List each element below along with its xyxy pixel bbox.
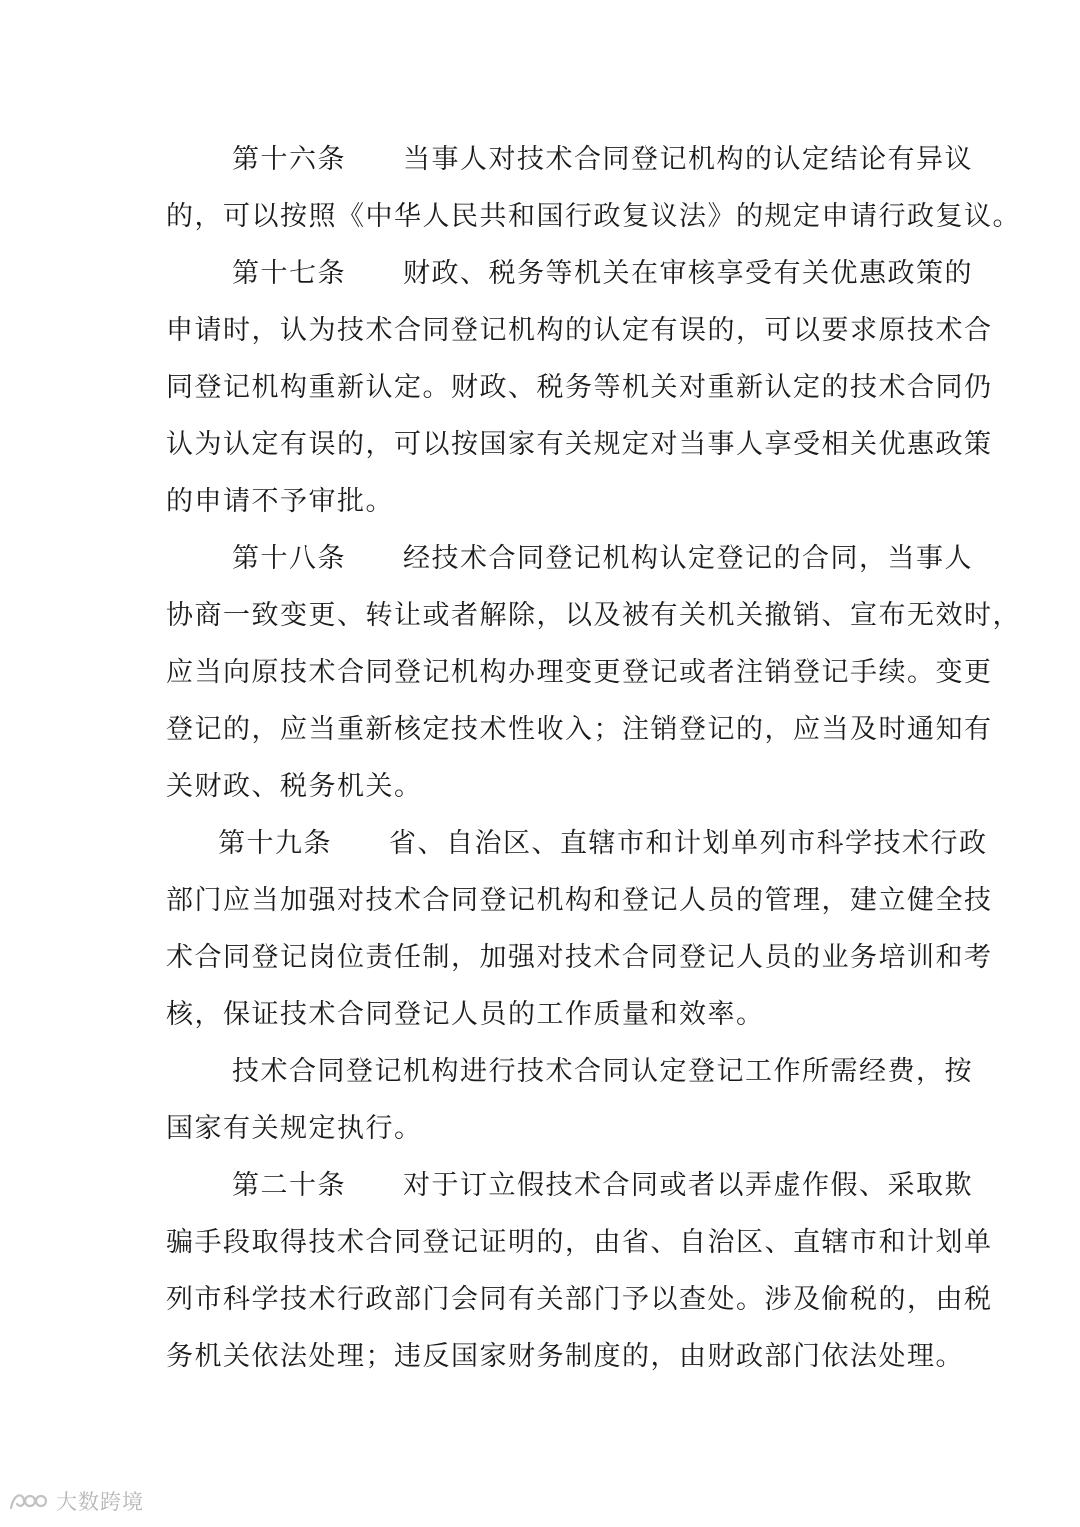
- dashuju-logo-icon: [8, 1488, 50, 1514]
- text-line-11: 登记的，应当重新核定技术性收入；注销登记的，应当及时通知有: [166, 714, 993, 745]
- text-line-18: 国家有关规定执行。: [166, 1113, 423, 1144]
- text-line-4: 申请时，认为技术合同登记机构的认定有误的，可以要求原技术合: [166, 315, 993, 346]
- text-line-5: 同登记机构重新认定。财政、税务等机关对重新认定的技术合同仍: [166, 372, 993, 403]
- text-line-22: 务机关依法处理；违反国家财务制度的，由财政部门依法处理。: [166, 1341, 964, 1372]
- text-line-17: 技术合同登记机构进行技术合同认定登记工作所需经费，按: [232, 1056, 973, 1087]
- watermark: [8, 1486, 144, 1516]
- text-line-6: 认为认定有误的，可以按国家有关规定对当事人享受相关优惠政策: [166, 429, 993, 460]
- text-line-8: 第十八条 经技术合同登记机构认定登记的合同，当事人: [232, 543, 973, 574]
- text-line-16: 核，保证技术合同登记人员的工作质量和效率。: [166, 999, 765, 1030]
- text-line-12: 关财政、税务机关。: [166, 771, 423, 802]
- text-line-9: 协商一致变更、转让或者解除，以及被有关机关撤销、宣布无效时，: [166, 600, 1021, 631]
- text-line-3: 第十七条 财政、税务等机关在审核享受有关优惠政策的: [232, 258, 973, 289]
- text-line-15: 术合同登记岗位责任制，加强对技术合同登记人员的业务培训和考: [166, 942, 993, 973]
- text-line-1: 第十六条 当事人对技术合同登记机构的认定结论有异议: [232, 144, 973, 175]
- text-line-10: 应当向原技术合同登记机构办理变更登记或者注销登记手续。变更: [166, 657, 993, 688]
- watermark-text: 大数跨境: [56, 1490, 144, 1514]
- text-line-21: 列市科学技术行政部门会同有关部门予以查处。涉及偷税的，由税: [166, 1284, 993, 1315]
- text-line-13: 第十九条 省、自治区、直辖市和计划单列市科学技术行政: [218, 828, 988, 859]
- text-line-2: 的，可以按照《中华人民共和国行政复议法》的规定申请行政复议。: [166, 201, 1021, 232]
- text-line-7: 的申请不予审批。: [166, 486, 394, 517]
- text-line-20: 骗手段取得技术合同登记证明的，由省、自治区、直辖市和计划单: [166, 1227, 993, 1258]
- text-line-19: 第二十条 对于订立假技术合同或者以弄虚作假、采取欺: [232, 1170, 973, 1201]
- text-line-14: 部门应当加强对技术合同登记机构和登记人员的管理，建立健全技: [166, 885, 993, 916]
